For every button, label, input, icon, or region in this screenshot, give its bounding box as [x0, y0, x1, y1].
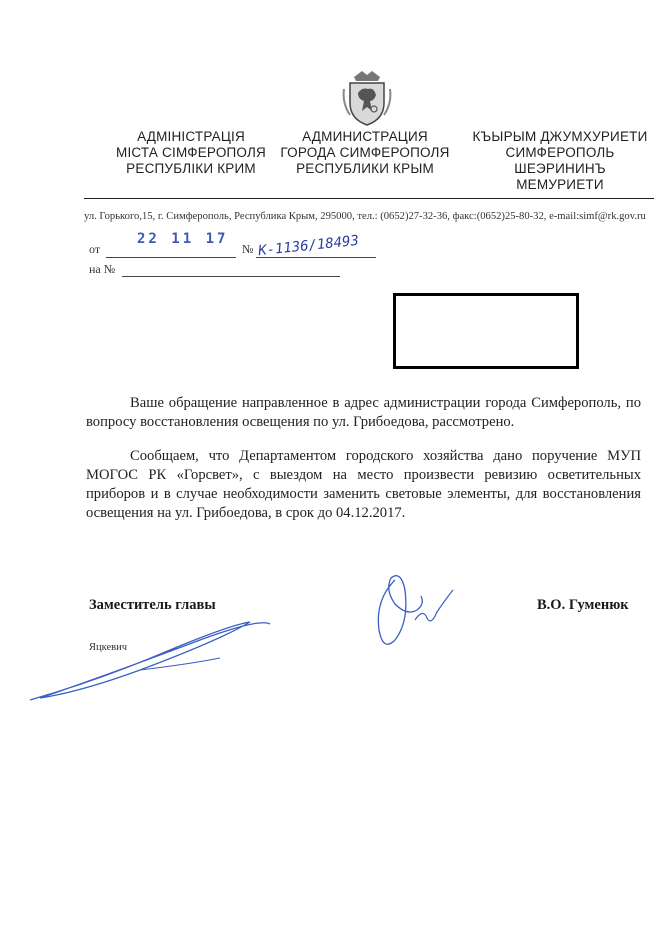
paragraph-text: Ваше обращение направленное в адрес администрации города Симферополь, по вопросу восстановления освещения по ул. Грибоедова, рассмотрено. — [86, 395, 641, 430]
reply-underline — [122, 276, 340, 277]
contact-line: ул. Горького,15, г. Симферополь, Республика Крым, 295000, тел.: (0652)27-32-36, факс:(0652)25-80-32, e-mail:simf@rk.gov.ru — [84, 211, 646, 222]
header-crh-line: КЪЫРЫМ ДЖУМХУРИЕТИ — [472, 129, 648, 144]
from-label: от — [89, 242, 101, 256]
signatory-name: В.О. Гуменюк — [537, 597, 629, 613]
header-ru-line: АДМИНИСТРАЦИЯ — [302, 129, 428, 144]
date-underline — [106, 257, 236, 258]
signatory-title: Заместитель главы — [89, 597, 216, 613]
executor-name: Яцкевич — [89, 642, 127, 653]
number-label: № — [242, 242, 254, 256]
header-crimean-tatar — [460, 129, 660, 193]
date-stamp: 22 11 17 — [137, 231, 229, 247]
reply-to-label: на № — [89, 262, 116, 276]
header-crh-line: МЕМУРИЕТИ — [516, 177, 604, 192]
handwritten-signature — [365, 560, 460, 660]
redacted-address-box — [393, 293, 579, 369]
header-russian — [270, 129, 460, 177]
header-crh-line: ШЕЭРИНИНЪ — [514, 161, 606, 176]
coat-of-arms-icon — [340, 67, 394, 127]
header-ukrainian — [96, 129, 286, 177]
header-crh-line: СИМФЕРОПОЛЬ — [505, 145, 615, 160]
body-paragraph-1 — [86, 394, 641, 432]
header-ru-line: РЕСПУБЛИКИ КРЫМ — [296, 161, 434, 176]
header-uk-line: АДМІНІСТРАЦІЯ — [137, 129, 245, 144]
header-uk-line: РЕСПУБЛІКИ КРИМ — [126, 161, 256, 176]
header-uk-line: МІСТА СІМФЕРОПОЛЯ — [116, 145, 266, 160]
header-divider — [84, 198, 654, 199]
executor-scribble — [20, 610, 280, 710]
header-ru-line: ГОРОДА СИМФЕРОПОЛЯ — [280, 145, 450, 160]
body-paragraph-2 — [86, 447, 641, 523]
handwritten-number: К-1136/18493 — [257, 232, 360, 260]
paragraph-text: Сообщаем, что Департаментом городского хозяйства дано поручение МУП МОГОС РК «Горсвет», с выездом на место произвести ревизию осветительных приборов и в случае необходимости заменить световые элементы, для восстановления освещения на ул. Грибоедова, в срок до 04.12.2017. — [86, 448, 641, 521]
